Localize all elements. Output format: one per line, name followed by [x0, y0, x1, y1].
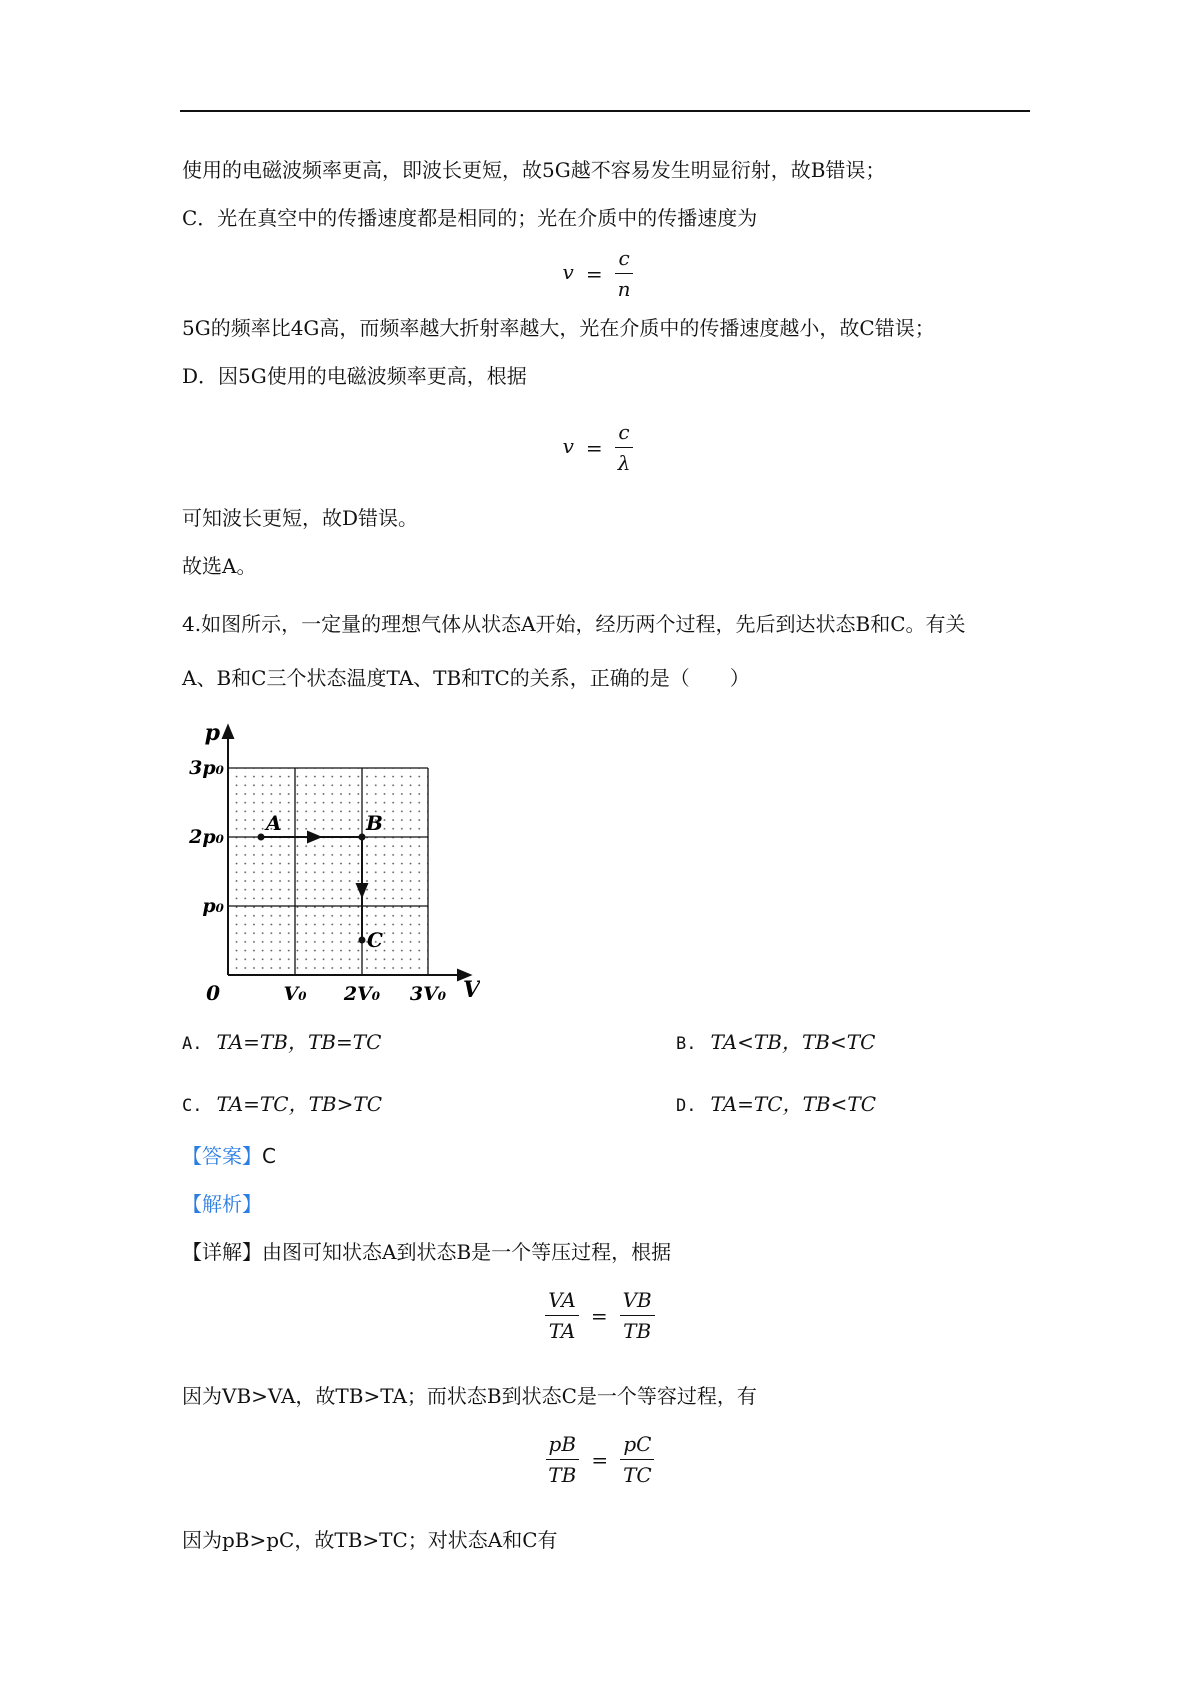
analysis-line [182, 1190, 262, 1218]
y-tick-3p0: 3p₀ [189, 757, 224, 779]
equation-2: v = $\frac{c}{\lambda}$ [0, 420, 1200, 475]
eq3-num-left: VA [545, 1288, 579, 1316]
eq3-den-left: TA [548, 1319, 576, 1343]
origin-label: 0 [206, 981, 220, 1005]
option-b[interactable]: B. TA<TB，TB<TC [676, 1030, 876, 1054]
text-line-5: 可知波长更短，故D错误。 [182, 506, 419, 530]
option-d[interactable]: D. TA=TC，TB<TC [676, 1092, 877, 1116]
equation-3: $\frac{VA}{TA}$ = $\frac{VB}{TB}$ [0, 1288, 1200, 1343]
grid-dots [228, 768, 428, 975]
x-tick-v0: V₀ [283, 983, 307, 1005]
analysis-label: 【解析】 [182, 1192, 262, 1216]
point-c-dot [359, 937, 366, 944]
p-axis-label: p [204, 720, 220, 746]
option-d-text: TA=TC，TB<TC [710, 1092, 877, 1116]
detail-label: 【详解】 [182, 1240, 262, 1264]
y-tick-2p0: 2p₀ [189, 826, 224, 848]
point-b-dot [359, 834, 366, 841]
eq2-numerator: c [615, 420, 632, 448]
text-line-2: C．光在真空中的传播速度都是相同的；光在介质中的传播速度为 [182, 206, 758, 230]
text-line-after-eq3: 因为VB>VA，故TB>TA；而状态B到状态C是一个等容过程，有 [182, 1384, 757, 1408]
x-tick-3v0: 3V₀ [409, 983, 447, 1005]
eq4-den-left: TB [548, 1463, 577, 1487]
text-line-4: D．因5G使用的电磁波频率更高，根据 [182, 364, 527, 388]
point-a-label: A [266, 811, 282, 835]
eq4-den-right: TC [623, 1463, 652, 1487]
x-tick-2v0: 2V₀ [343, 983, 381, 1005]
last-line: 因为pB>pC，故TB>TC；对状态A和C有 [182, 1528, 558, 1552]
eq3-den-right: TB [623, 1319, 652, 1343]
question-line-2: A、B和C三个状态温度TA、TB和TC的关系，正确的是（ ） [182, 666, 750, 690]
detail-line [182, 1238, 671, 1266]
equation-1: v = $\frac{c}{n}$ [0, 246, 1200, 301]
option-b-text: TA<TB，TB<TC [710, 1030, 876, 1054]
header-rule [180, 110, 1030, 112]
option-c-text: TA=TC，TB>TC [216, 1092, 383, 1116]
y-tick-p0: p₀ [202, 895, 224, 917]
pv-graph [180, 720, 480, 1010]
equation-4: $\frac{pB}{TB}$ = $\frac{pC}{TC}$ [0, 1432, 1200, 1487]
detail-text: 由图可知状态A到状态B是一个等压过程，根据 [262, 1240, 672, 1264]
answer-line [182, 1142, 276, 1170]
text-line-1: 使用的电磁波频率更高，即波长更短，故5G越不容易发生明显衍射，故B错误； [182, 158, 886, 182]
answer-value: C [262, 1144, 276, 1168]
option-a-text: TA=TB，TB=TC [216, 1030, 382, 1054]
eq4-num-left: pB [546, 1432, 580, 1460]
answer-label: 【答案】 [182, 1144, 262, 1168]
eq2-lhs: v [562, 434, 574, 458]
text-line-3: 5G的频率比4G高，而频率越大折射率越大，光在介质中的传播速度越小，故C错误； [182, 316, 935, 340]
eq3-num-right: VB [620, 1288, 655, 1316]
eq1-numerator: c [615, 246, 632, 274]
point-a-dot [258, 834, 265, 841]
eq2-denominator: λ [617, 451, 631, 475]
option-c[interactable]: C. TA=TC，TB>TC [182, 1092, 383, 1116]
point-b-label: B [366, 811, 383, 835]
question-line-1: 4.如图所示，一定量的理想气体从状态A开始，经历两个过程，先后到达状态B和C。有关 [182, 612, 966, 636]
point-c-label: C [367, 928, 383, 952]
v-axis-label: V [463, 977, 480, 1003]
eq1-denominator: n [617, 277, 631, 301]
text-line-6: 故选A。 [182, 554, 257, 578]
eq4-num-right: pC [620, 1432, 654, 1460]
option-a[interactable]: A. TA=TB，TB=TC [182, 1030, 382, 1054]
eq1-lhs: v [562, 260, 574, 284]
